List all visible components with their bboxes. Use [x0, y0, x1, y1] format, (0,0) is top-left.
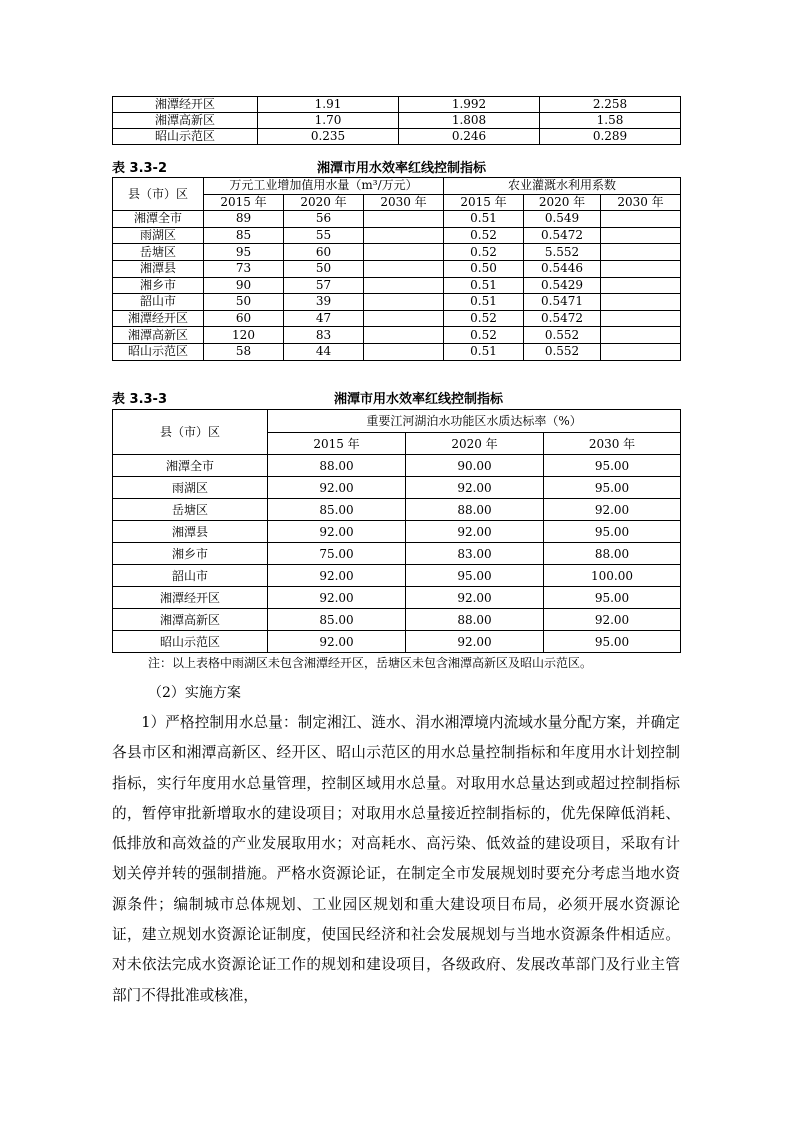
table-row — [113, 477, 681, 499]
value-cell: 92.00 — [406, 477, 544, 499]
value-cell: 95.00 — [544, 587, 681, 609]
table-row — [113, 631, 681, 653]
value-cell — [601, 310, 681, 327]
value-cell: 92.00 — [268, 477, 406, 499]
value-cell: 73 — [204, 260, 284, 277]
table-row — [113, 113, 681, 129]
value-cell — [601, 244, 681, 261]
value-cell: 57 — [284, 277, 364, 294]
value-cell: 1.91 — [258, 97, 399, 113]
value-cell: 0.5472 — [524, 310, 601, 327]
value-cell: 50 — [284, 260, 364, 277]
value-cell: 120 — [204, 327, 284, 344]
value-cell: 47 — [284, 310, 364, 327]
table2-group2-header: 农业灌溉水利用系数 — [444, 178, 681, 195]
value-cell: 0.51 — [444, 343, 524, 360]
region-cell: 湘潭全市 — [113, 455, 268, 477]
value-cell: 0.5446 — [524, 260, 601, 277]
table-row — [113, 310, 681, 327]
table-row — [113, 343, 681, 360]
value-cell: 95.00 — [544, 477, 681, 499]
region-cell: 韶山市 — [113, 294, 204, 311]
value-cell: 90.00 — [406, 455, 544, 477]
value-cell — [601, 294, 681, 311]
value-cell: 83 — [284, 327, 364, 344]
table-row — [113, 543, 681, 565]
table-row — [113, 587, 681, 609]
region-cell: 雨湖区 — [113, 477, 268, 499]
value-cell: 100.00 — [544, 565, 681, 587]
value-cell: 0.51 — [444, 294, 524, 311]
table2-year-header: 2015 年 — [204, 194, 284, 211]
value-cell: 0.549 — [524, 211, 601, 228]
table2-year-header: 2020 年 — [524, 194, 601, 211]
region-cell: 昭山示范区 — [113, 631, 268, 653]
value-cell: 85.00 — [268, 499, 406, 521]
value-cell: 75.00 — [268, 543, 406, 565]
value-cell — [601, 227, 681, 244]
table2-region-header: 县（市）区 — [113, 178, 204, 211]
value-cell: 5.552 — [524, 244, 601, 261]
region-cell: 昭山示范区 — [113, 129, 258, 145]
value-cell: 44 — [284, 343, 364, 360]
table-row — [113, 499, 681, 521]
value-cell: 1.58 — [540, 113, 681, 129]
value-cell: 0.51 — [444, 277, 524, 294]
value-cell: 0.246 — [399, 129, 540, 145]
table3-year-header: 2030 年 — [544, 433, 681, 455]
region-cell: 韶山市 — [113, 565, 268, 587]
value-cell: 92.00 — [268, 521, 406, 543]
value-cell — [364, 260, 444, 277]
region-cell: 湘乡市 — [113, 277, 204, 294]
region-cell: 湘潭高新区 — [113, 113, 258, 129]
region-cell: 湘乡市 — [113, 543, 268, 565]
value-cell: 1.70 — [258, 113, 399, 129]
value-cell — [601, 343, 681, 360]
region-cell: 岳塘区 — [113, 499, 268, 521]
value-cell: 92.00 — [406, 587, 544, 609]
value-cell: 1.992 — [399, 97, 540, 113]
value-cell: 0.552 — [524, 343, 601, 360]
table2 — [112, 177, 681, 361]
table-row — [113, 609, 681, 631]
value-cell: 0.52 — [444, 244, 524, 261]
value-cell: 0.52 — [444, 310, 524, 327]
region-cell: 湘潭经开区 — [113, 310, 204, 327]
value-cell: 60 — [204, 310, 284, 327]
value-cell: 83.00 — [406, 543, 544, 565]
region-cell: 湘潭全市 — [113, 211, 204, 228]
value-cell: 88.00 — [544, 543, 681, 565]
region-cell: 湘潭县 — [113, 260, 204, 277]
region-cell: 雨湖区 — [113, 227, 204, 244]
value-cell: 0.5471 — [524, 294, 601, 311]
table3-year-header: 2015 年 — [268, 433, 406, 455]
table-row — [113, 260, 681, 277]
value-cell: 1.808 — [399, 113, 540, 129]
region-cell: 湘潭高新区 — [113, 327, 204, 344]
value-cell: 0.50 — [444, 260, 524, 277]
table2-year-header: 2030 年 — [601, 194, 681, 211]
value-cell: 95.00 — [406, 565, 544, 587]
table-row — [113, 277, 681, 294]
value-cell — [601, 260, 681, 277]
region-cell: 湘潭高新区 — [113, 609, 268, 631]
value-cell: 92.00 — [544, 609, 681, 631]
table2-year-header: 2015 年 — [444, 194, 524, 211]
value-cell: 88.00 — [406, 609, 544, 631]
region-cell: 湘潭县 — [113, 521, 268, 543]
table2-year-header: 2020 年 — [284, 194, 364, 211]
value-cell: 85.00 — [268, 609, 406, 631]
value-cell: 90 — [204, 277, 284, 294]
value-cell: 0.552 — [524, 327, 601, 344]
table-row — [113, 129, 681, 145]
value-cell: 50 — [204, 294, 284, 311]
value-cell — [364, 327, 444, 344]
value-cell — [364, 211, 444, 228]
table2-title: 湘潭市用水效率红线控制指标 — [317, 161, 487, 176]
value-cell: 56 — [284, 211, 364, 228]
value-cell: 0.52 — [444, 227, 524, 244]
table-row — [113, 521, 681, 543]
table-continued — [112, 96, 681, 145]
value-cell: 95.00 — [544, 631, 681, 653]
table-note: 注：以上表格中雨湖区未包含湘潭经开区，岳塘区未包含湘潭高新区及昭山示范区。 — [148, 656, 593, 670]
value-cell — [364, 227, 444, 244]
table-row — [113, 455, 681, 477]
table-row — [113, 227, 681, 244]
value-cell: 2.258 — [540, 97, 681, 113]
value-cell: 55 — [284, 227, 364, 244]
value-cell: 0.52 — [444, 327, 524, 344]
value-cell — [364, 343, 444, 360]
table-row — [113, 244, 681, 261]
value-cell: 58 — [204, 343, 284, 360]
value-cell: 92.00 — [544, 499, 681, 521]
value-cell: 92.00 — [268, 587, 406, 609]
body-paragraph: 1）严格控制用水总量：制定湘江、涟水、涓水湘潭境内流域水量分配方案，并确定各县市区和湘潭高新区、经开区、昭山示范区的用水总量控制指标和年度用水计划控制指标，实行年度用水总量管理，控制区域用水总量。对取用水总量达到或超过控制指标的，暂停审批新增取水的建设项目；对取用水总量接近控制指标的，优先保障低消耗、低排放和高效益的产业发展取用水；对高耗水、高污染、低效益的建设项目，采取有计划关停并转的强制措施。严格水资源论证，在制定全市发展规划时要充分考虑当地水资源条件；编制城市总体规划、工业园区规划和重大建设项目布局，必须开展水资源论证，建立规划水资源论证制度，使国民经济和社会发展规划与当地水资源条件相适应。对未依法完成水资源论证工作的规划和建设项目，各级政府、发展改革部门及行业主管部门不得批准或核准， — [112, 714, 680, 1004]
value-cell: 0.5472 — [524, 227, 601, 244]
value-cell: 95 — [204, 244, 284, 261]
value-cell — [364, 244, 444, 261]
table3-title: 湘潭市用水效率红线控制指标 — [334, 392, 504, 407]
value-cell — [601, 327, 681, 344]
value-cell: 60 — [284, 244, 364, 261]
region-cell: 岳塘区 — [113, 244, 204, 261]
section-heading: （2）实施方案 — [148, 685, 241, 701]
value-cell — [364, 310, 444, 327]
table-row — [113, 327, 681, 344]
value-cell: 92.00 — [268, 565, 406, 587]
value-cell: 0.5429 — [524, 277, 601, 294]
table-row — [113, 565, 681, 587]
region-cell: 湘潭经开区 — [113, 97, 258, 113]
value-cell — [364, 277, 444, 294]
table3-label: 表 3.3-3 — [112, 392, 167, 407]
value-cell: 88.00 — [268, 455, 406, 477]
region-cell: 湘潭经开区 — [113, 587, 268, 609]
table3-region-header: 县（市）区 — [113, 410, 268, 455]
value-cell — [601, 277, 681, 294]
value-cell: 95.00 — [544, 521, 681, 543]
table2-year-header: 2030 年 — [364, 194, 444, 211]
value-cell: 85 — [204, 227, 284, 244]
value-cell: 92.00 — [406, 521, 544, 543]
table-row — [113, 211, 681, 228]
value-cell: 89 — [204, 211, 284, 228]
value-cell — [364, 294, 444, 311]
table2-group1-header: 万元工业增加值用水量（m³/万元） — [204, 178, 444, 195]
value-cell: 0.51 — [444, 211, 524, 228]
value-cell: 92.00 — [406, 631, 544, 653]
value-cell — [601, 211, 681, 228]
table3-group-header: 重要江河湖泊水功能区水质达标率（%） — [268, 410, 681, 433]
value-cell: 92.00 — [268, 631, 406, 653]
table-row — [113, 97, 681, 113]
value-cell: 0.289 — [540, 129, 681, 145]
value-cell: 95.00 — [544, 455, 681, 477]
value-cell: 88.00 — [406, 499, 544, 521]
value-cell: 0.235 — [258, 129, 399, 145]
region-cell: 昭山示范区 — [113, 343, 204, 360]
table-row — [113, 294, 681, 311]
table3-year-header: 2020 年 — [406, 433, 544, 455]
table3 — [112, 409, 681, 653]
table2-label: 表 3.3-2 — [112, 161, 167, 176]
value-cell: 39 — [284, 294, 364, 311]
